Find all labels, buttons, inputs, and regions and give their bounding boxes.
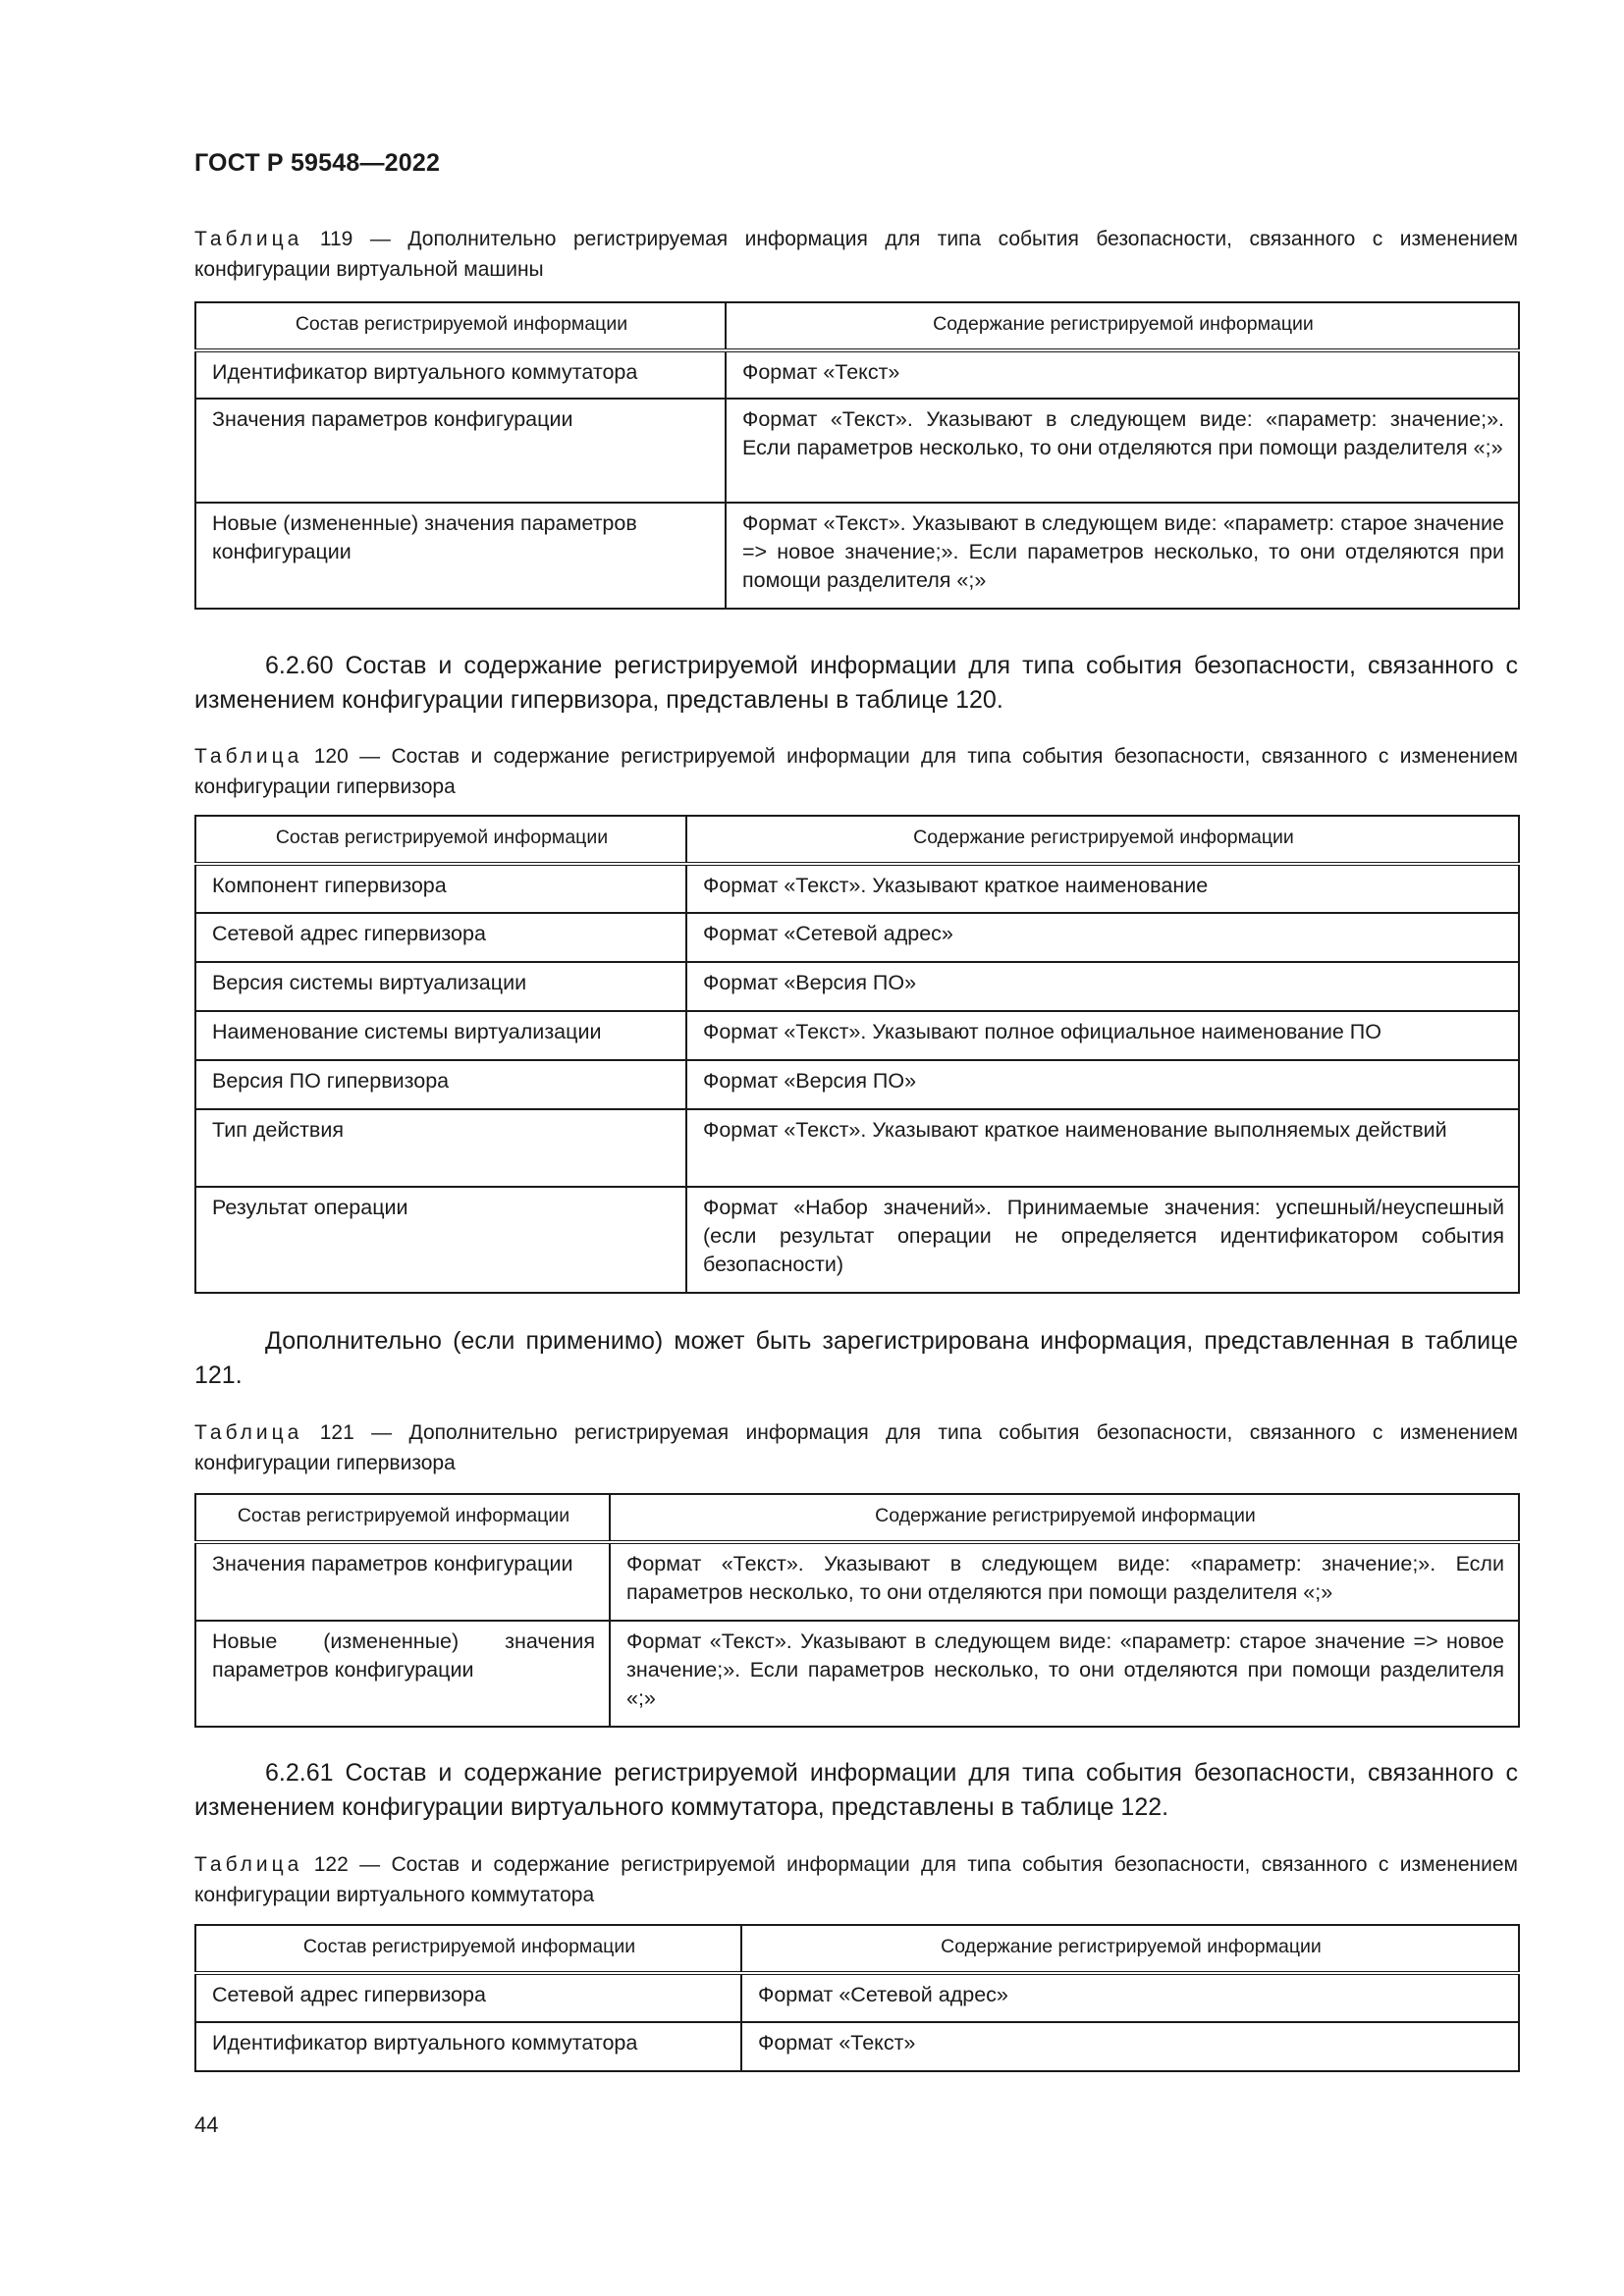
table-cell: Формат «Текст». Указывают в следующем виде: «параметр: старое значение => новое значение;». Если параметров несколько, то они отделяются при помощи разделителя «;» [610,1621,1519,1727]
column-header: Содержание регистрируемой информации [610,1494,1519,1542]
table-row [195,1621,1519,1727]
caption-text: 122 — Состав и содержание регистрируемой информации для типа события безопасности, связанного с изменением конфигурации виртуального коммутатора [194,1853,1518,1906]
table-row [195,1187,1519,1293]
caption-text: 119 — Дополнительно регистрируемая информация для типа события безопасности, связанного с изменением конфигурации виртуальной машины [194,228,1518,281]
table-row [195,913,1519,962]
table-122 [194,1924,1520,2072]
caption-label: Таблица [194,228,303,250]
table-cell: Формат «Текст» [726,350,1519,399]
table-row [195,1109,1519,1187]
column-header: Состав регистрируемой информации [195,816,686,864]
table-122-caption [194,1849,1518,1910]
paragraph-additional: Дополнительно (если применимо) может быть зарегистрирована информация, представленная в таблице 121. [194,1327,1518,1389]
column-header: Состав регистрируемой информации [195,1494,610,1542]
table-120 [194,815,1520,1294]
table-row [195,2022,1519,2071]
table-cell: Формат «Текст». Указывают краткое наименование [686,864,1519,913]
table-row [195,350,1519,399]
table-header-row [195,302,1519,350]
table-row [195,1542,1519,1621]
table-cell: Значения параметров конфигурации [195,399,726,503]
table-row [195,962,1519,1011]
table-cell: Результат операции [195,1187,686,1293]
table-cell: Формат «Сетевой адрес» [741,1973,1519,2022]
table-121 [194,1493,1520,1728]
table-cell: Новые (измененные) значения параметров конфигурации [195,1621,610,1727]
paragraph-6-2-61: 6.2.61 Состав и содержание регистрируемой информации для типа события безопасности, связанного с изменением конфигурации виртуального коммутатора, представлены в таблице 122. [194,1759,1518,1821]
caption-text: 120 — Состав и содержание регистрируемой информации для типа события безопасности, связанного с изменением конфигурации гипервизора [194,745,1518,798]
table-cell: Тип действия [195,1109,686,1187]
table-row [195,864,1519,913]
caption-text: 121 — Дополнительно регистрируемая информация для типа события безопасности, связанного с изменением конфигурации гипервизора [194,1421,1518,1474]
table-cell: Сетевой адрес гипервизора [195,913,686,962]
table-cell: Формат «Текст». Указывают в следующем виде: «параметр: значение;». Если параметров несколько, то они отделяются при помощи разделителя «;» [610,1542,1519,1621]
table-cell: Формат «Сетевой адрес» [686,913,1519,962]
table-header-row [195,1925,1519,1973]
table-cell: Наименование системы виртуализации [195,1011,686,1060]
column-header: Состав регистрируемой информации [195,302,726,350]
table-119 [194,301,1520,610]
table-cell: Сетевой адрес гипервизора [195,1973,741,2022]
table-cell: Компонент гипервизора [195,864,686,913]
table-cell: Формат «Версия ПО» [686,1060,1519,1109]
column-header: Содержание регистрируемой информации [741,1925,1519,1973]
table-119-caption [194,224,1518,285]
table-row [195,399,1519,503]
column-header: Содержание регистрируемой информации [686,816,1519,864]
table-row [195,1060,1519,1109]
table-cell: Формат «Текст». Указывают в следующем виде: «параметр: значение;». Если параметров несколько, то они отделяются при помощи разделителя «;» [726,399,1519,503]
table-cell: Формат «Набор значений». Принимаемые значения: успешный/неуспешный (если результат операции не определяется идентификатором события безопасности) [686,1187,1519,1293]
caption-label: Таблица [194,745,303,768]
table-cell: Идентификатор виртуального коммутатора [195,350,726,399]
table-cell: Формат «Текст». Указывают в следующем виде: «параметр: старое значение => новое значение;». Если параметров несколько, то они отделяются при помощи разделителя «;» [726,503,1519,609]
caption-label: Таблица [194,1853,303,1876]
table-121-caption [194,1417,1518,1478]
column-header: Содержание регистрируемой информации [726,302,1519,350]
table-cell: Новые (измененные) значения параметров конфигурации [195,503,726,609]
table-row [195,1011,1519,1060]
table-120-caption [194,741,1518,802]
document-header: ГОСТ Р 59548—2022 [194,149,441,177]
table-cell: Формат «Текст». Указывают полное официальное наименование ПО [686,1011,1519,1060]
page-number: 44 [194,2112,219,2137]
table-cell: Формат «Версия ПО» [686,962,1519,1011]
table-header-row [195,816,1519,864]
table-cell: Значения параметров конфигурации [195,1542,610,1621]
caption-label: Таблица [194,1421,303,1444]
table-cell: Формат «Текст» [741,2022,1519,2071]
paragraph-6-2-60: 6.2.60 Состав и содержание регистрируемой информации для типа события безопасности, связанного с изменением конфигурации гипервизора, представлены в таблице 120. [194,652,1518,714]
table-row [195,503,1519,609]
table-row [195,1973,1519,2022]
table-cell: Идентификатор виртуального коммутатора [195,2022,741,2071]
table-cell: Версия системы виртуализации [195,962,686,1011]
table-cell: Версия ПО гипервизора [195,1060,686,1109]
column-header: Состав регистрируемой информации [195,1925,741,1973]
table-cell: Формат «Текст». Указывают краткое наименование выполняемых действий [686,1109,1519,1187]
table-header-row [195,1494,1519,1542]
